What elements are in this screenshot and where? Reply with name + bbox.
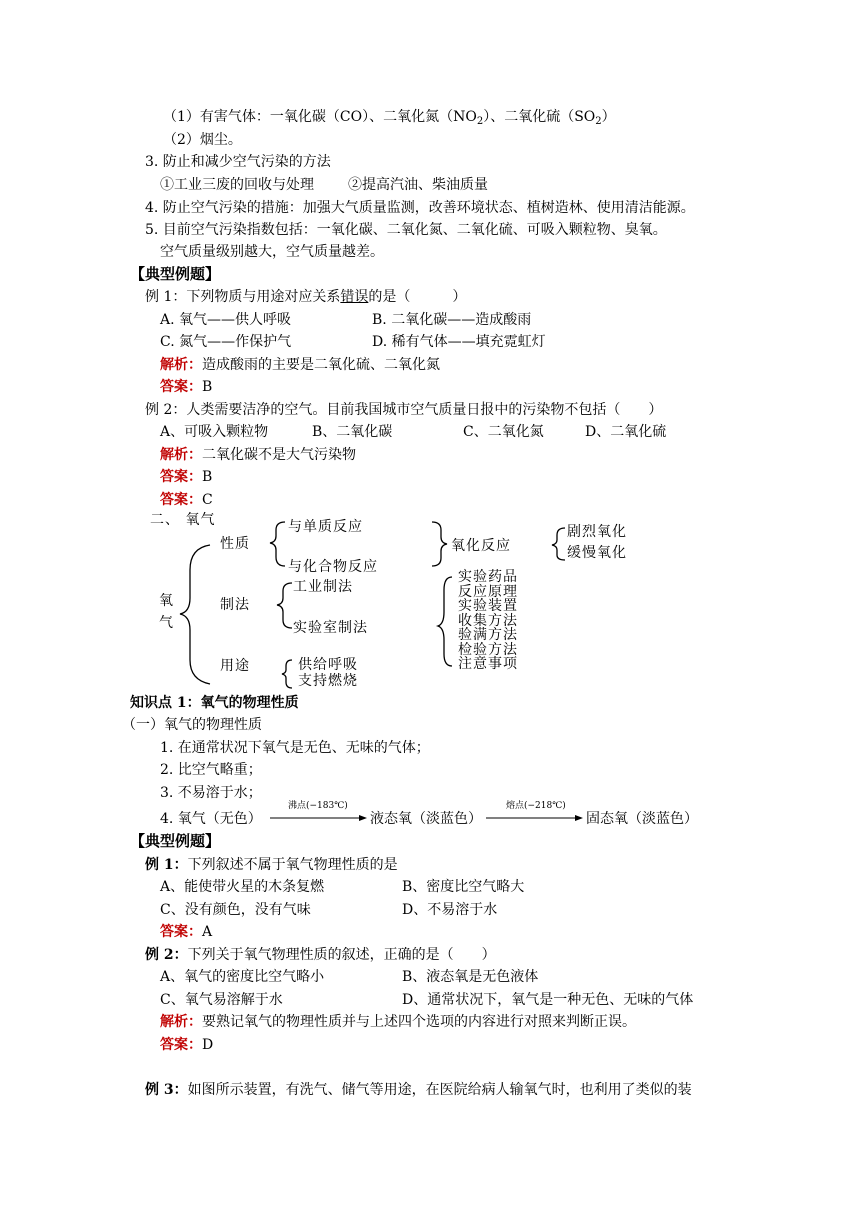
preparation-brace bbox=[277, 583, 292, 628]
item5-note: 空气质量级别越大，空气质量越差。 bbox=[160, 244, 384, 260]
diagram-lab-items bbox=[458, 570, 518, 672]
ex2-1-option-d: D、不易溶于水 bbox=[402, 902, 498, 918]
ex1-stem: 例 1：下列物质与用途对应关系错误的是（ ） bbox=[145, 289, 467, 305]
state-change-end: 固态氧（淡蓝色） bbox=[586, 811, 698, 827]
ex1-option-a: A. 氧气——供人呼吸 bbox=[160, 312, 292, 328]
lab-methods-brace bbox=[438, 577, 452, 666]
property-2: 2. 比空气略重； bbox=[160, 762, 262, 778]
diagram-oxidation: 氧化反应 bbox=[451, 538, 511, 554]
use-item: 支持燃烧 bbox=[298, 673, 358, 689]
item3-b: ②提高汽油、柴油质量 bbox=[348, 177, 488, 193]
diagram-industrial: 工业制法 bbox=[293, 579, 353, 595]
knowledge-point-title: 知识点 1：氧气的物理性质 bbox=[130, 695, 299, 711]
property-3: 3. 不易溶于水； bbox=[160, 785, 262, 801]
boiling-point-label: 沸点(−183℃) bbox=[288, 801, 348, 811]
ex2-option-a: A、可吸入颗粒物 bbox=[160, 424, 269, 440]
diagram-with-elements: 与单质反应 bbox=[288, 519, 363, 535]
diagram-section-title: 二、 氧气 bbox=[150, 512, 216, 528]
arrow-to-liquid-icon bbox=[270, 813, 368, 823]
ex2-2-answer: 答案：D bbox=[160, 1037, 214, 1053]
ex2-1-option-b: B、密度比空气略大 bbox=[402, 879, 525, 895]
typical-examples-heading-2: 【典型例题】 bbox=[130, 832, 221, 850]
state-change-mid: 液态氧（淡蓝色） bbox=[370, 811, 482, 827]
ex2-2-option-d: D、通常状况下，氧气是一种无色、无味的气体 bbox=[402, 992, 694, 1008]
ex1-answer: 答案：B bbox=[160, 379, 213, 395]
ex1-option-c: C. 氮气——作保护气 bbox=[160, 334, 292, 350]
harmful-gases-line: （1）有害气体：一氧化碳（CO）、二氧化氮$(NO_2)$、二氧化硫$(SO_2)$ bbox=[163, 109, 616, 127]
melting-point-label: 熔点(−218℃) bbox=[506, 801, 566, 811]
lab-item: 反应原理 bbox=[458, 583, 518, 600]
lab-item: 注意事项 bbox=[458, 656, 518, 672]
diagram-with-compounds: 与化合物反应 bbox=[288, 559, 378, 575]
item5: 5. 目前空气污染指数包括：一氧化碳、二氧化氮、二氧化硫、可吸入颗粒物、臭氧。 bbox=[145, 222, 667, 238]
typical-examples-heading-1: 【典型例题】 bbox=[130, 265, 221, 283]
diagram-uses: 用途 bbox=[220, 658, 250, 674]
ex2-1-option-c: C、没有颜色，没有气味 bbox=[160, 902, 311, 918]
lab-item: 检验方法 bbox=[458, 641, 518, 658]
root-brace bbox=[180, 545, 210, 684]
ex2-2-option-c: C、氧气易溶解于水 bbox=[160, 992, 283, 1008]
item4: 4. 防止空气污染的措施：加强大气质量监测，改善环境状态、植树造林、使用清洁能源。 bbox=[145, 200, 695, 216]
properties-brace bbox=[270, 522, 285, 566]
diagram-properties: 性质 bbox=[220, 536, 250, 552]
ex2-1-answer: 答案：A bbox=[160, 924, 213, 940]
ex2-2-option-a: A、氧气的密度比空气略小 bbox=[160, 969, 325, 985]
diagram-violent-oxidation: 剧烈氧化 bbox=[567, 524, 627, 540]
use-item: 供给呼吸 bbox=[298, 657, 358, 673]
ex2-option-d: D、二氧化硫 bbox=[585, 424, 667, 440]
ex2-1-stem: 例 1：下列叙述不属于氧气物理性质的是 bbox=[145, 857, 398, 873]
property-1: 1. 在通常状况下氧气是无色、无味的气体； bbox=[160, 740, 430, 756]
ex2-answer-2: 答案：C bbox=[160, 492, 213, 508]
ex2-2-option-b: B、液态氧是无色液体 bbox=[402, 969, 539, 985]
ex2-1-option-a: A、能使带火星的木条复燃 bbox=[160, 879, 325, 895]
diagram-slow-oxidation: 缓慢氧化 bbox=[567, 545, 627, 561]
diagram-preparation: 制法 bbox=[220, 597, 250, 613]
ex2-2-stem: 例 2：下列关于氧气物理性质的叙述，正确的是（ ） bbox=[145, 947, 496, 963]
ex2-2-analysis: 解析：要熟记氧气的物理性质并与上述四个选项的内容进行对照来判断正误。 bbox=[160, 1014, 636, 1030]
oxidation-brace bbox=[552, 528, 565, 560]
diagram-laboratory: 实验室制法 bbox=[293, 620, 368, 636]
ex2-option-c: C、二氧化氮 bbox=[463, 424, 544, 440]
ex1-analysis: 解析：造成酸雨的主要是二氧化硫、二氧化氮 bbox=[160, 357, 440, 373]
dust-line: （2）烟尘。 bbox=[163, 132, 242, 148]
diagram-root: 氧气 bbox=[159, 593, 174, 631]
ex2-3-stem: 例 3：如图所示装置，有洗气、储气等用途，在医院给病人输氧气时，也利用了类似的装 bbox=[145, 1082, 692, 1098]
item3-a: ①工业三废的回收与处理 bbox=[160, 177, 314, 193]
state-change-start: 4. 氧气（无色） bbox=[160, 811, 262, 827]
ex1-option-d: D. 稀有气体——填充霓虹灯 bbox=[372, 334, 546, 350]
ex2-stem: 例 2：人类需要洁净的空气。目前我国城市空气质量日报中的污染物不包括（ ） bbox=[145, 402, 663, 418]
ex2-option-b: B、二氧化碳 bbox=[312, 424, 393, 440]
lab-item: 收集方法 bbox=[458, 612, 518, 629]
uses-brace bbox=[282, 660, 292, 688]
ex2-answer: 答案：B bbox=[160, 469, 213, 485]
reactions-join-brace bbox=[432, 522, 447, 566]
arrow-to-solid-icon bbox=[486, 813, 584, 823]
diagram-use-items bbox=[298, 657, 358, 689]
ex1-option-b: B. 二氧化碳——造成酸雨 bbox=[372, 312, 532, 328]
lab-item: 实验药品 bbox=[458, 569, 518, 585]
item3-title: 3. 防止和减少空气污染的方法 bbox=[145, 154, 331, 170]
ex2-analysis: 解析：二氧化碳不是大气污染物 bbox=[160, 447, 356, 463]
knowledge-point-subtitle: （一）氧气的物理性质 bbox=[122, 717, 262, 733]
lab-item: 验满方法 bbox=[458, 627, 518, 643]
lab-item: 实验装置 bbox=[458, 598, 518, 614]
